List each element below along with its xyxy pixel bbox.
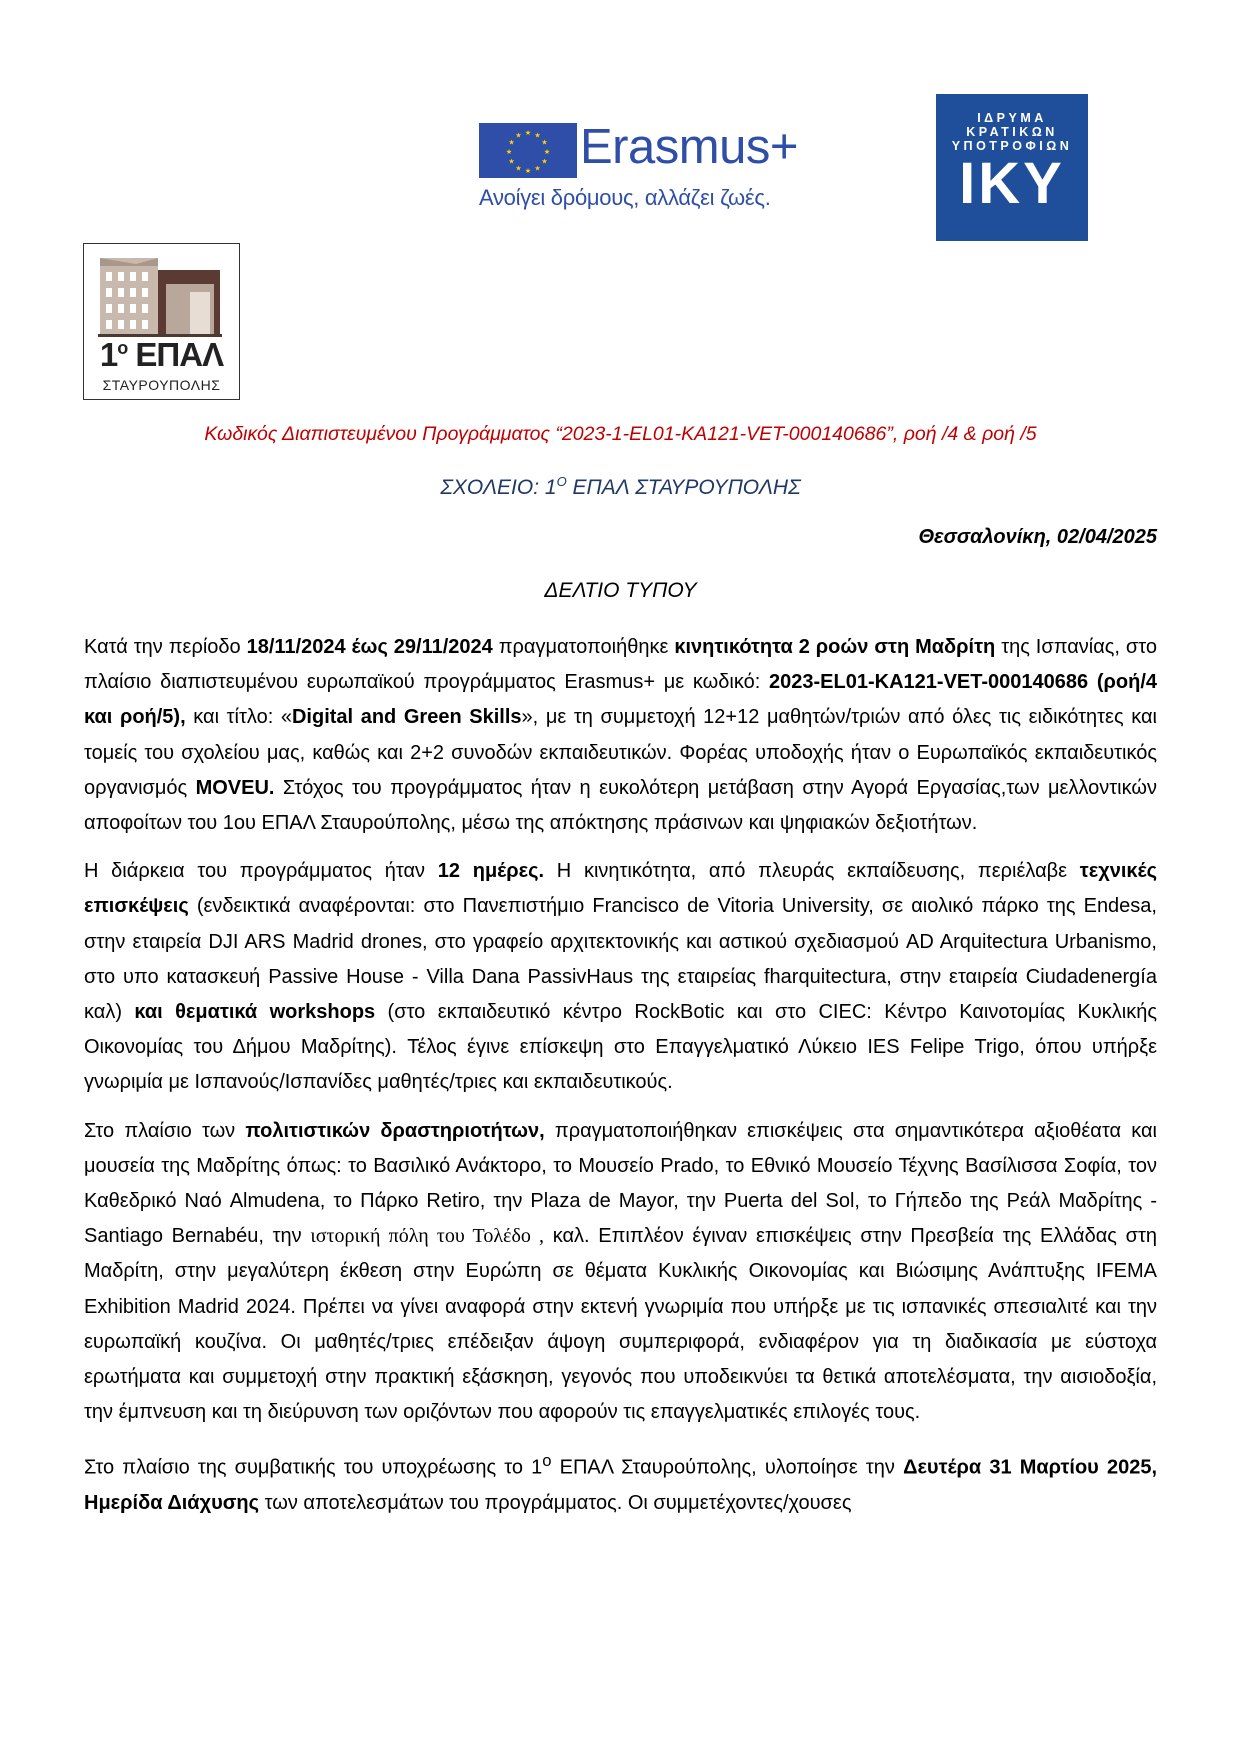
erasmus-slogan: Ανοίγει δρόμους, αλλάζει ζωές. (479, 185, 771, 210)
p2-text-2: Η κινητικότητα, από πλευράς εκπαίδευσης, περιέλαβε (544, 860, 1080, 883)
p4-text-2: ΕΠΑΛ Σταυρούπολης, υλοποίησε την (551, 1457, 904, 1480)
svg-text:★: ★ (543, 148, 551, 156)
paragraph-4 (84, 1443, 1157, 1521)
school-logo-number: 1 (99, 336, 118, 373)
school-heading (0, 474, 1241, 500)
svg-text:★: ★ (541, 157, 548, 166)
iky-short-name: ΙΚΥ (959, 151, 1065, 216)
p1-text-2: πραγματοποιήθηκε (492, 636, 675, 658)
svg-text:★: ★ (534, 131, 541, 140)
school-logo-subtitle: ΣΤΑΥΡΟΥΠΟΛΗΣ (102, 377, 221, 393)
p2-text-1: Η διάρκεια του προγράμματος ήταν (84, 860, 438, 883)
school-building-icon (96, 256, 224, 338)
p1-bold-host: MOVEU. (195, 776, 275, 799)
iky-line-2: ΚΡΑΤΙΚΩΝ (966, 125, 1058, 139)
p1-text-4: και τίτλο: « (185, 706, 292, 729)
p2-text-3: (ενδεικτικά αναφέρονται: στο Πανεπιστήμιο Francisco de Vitoria University, σε αιολικό πάρκο της Endesa, στην εταιρεία DJI ARS Madrid drones, στο γραφείο αρχιτεκτονικής και αστικού σχεδιασμού AD Arquitectura Urbanismo, στο υπο κατασκευή Passive House - Villa Dana PassivHaus της εταιρείας fharquitectura, στην εταιρεία Ciudadenergía καλ) (84, 895, 1157, 1024)
paragraph-3 (84, 1114, 1157, 1431)
p4-text-1: Στο πλαίσιο της συμβατικής του υποχρέωσης το 1 (84, 1457, 543, 1480)
iky-line-1: ΙΔΡΥΜΑ (977, 111, 1047, 125)
p1-text-6: Στόχος του προγράμματος ήταν η ευκολότερη μετάβαση στην Αγορά Εργασίας,των μελλοντικών αποφοίτων του 1ου ΕΠΑΛ Σταυρούπολης, μέσω της απόκτησης πράσινων και ψηφιακών δεξιοτήτων. (84, 776, 1157, 835)
svg-text:★: ★ (541, 138, 548, 147)
svg-text:★: ★ (524, 167, 532, 175)
p3-serif-toledo: ιστορική πόλη του Τολέδο , (310, 1225, 545, 1248)
p4-text-3: των αποτελεσμάτων του προγράμματος. Οι συμμετέχοντες/χουσες (259, 1492, 852, 1515)
school-logo-name (84, 336, 239, 374)
school-logo-word: ΕΠΑΛ (127, 336, 224, 373)
erasmus-logo (479, 120, 798, 218)
p4-bold-event: Δευτέρα 31 Μαρτίου 2025, Ημερίδα Διάχυσης (84, 1457, 1157, 1515)
erasmus-wordmark: Erasmus+ (580, 120, 798, 174)
p3-bold-culture: πολιτιστικών δραστηριοτήτων, (245, 1119, 545, 1142)
p1-bold-code: 2023-EL01-KA121-VET-000140686 (ροή/4 και ροή/5), (84, 671, 1157, 729)
school-heading-suffix: ΕΠΑΛ ΣΤΑΥΡΟΥΠΟΛΗΣ (566, 476, 801, 499)
school-logo (83, 243, 240, 400)
eu-flag-icon (479, 123, 577, 178)
svg-text:★: ★ (534, 164, 541, 173)
p1-bold-mobility: κινητικότητα 2 ροών στη Μαδρίτη (674, 636, 996, 658)
p2-bold-duration: 12 ημέρες. (437, 860, 545, 883)
paragraph-2 (84, 854, 1157, 1100)
svg-text:★: ★ (505, 148, 513, 156)
svg-text:★: ★ (515, 164, 522, 173)
iky-line-3: ΥΠΟΤΡΟΦΙΩΝ (951, 139, 1073, 153)
school-heading-prefix: ΣΧΟΛΕΙΟ: 1 (440, 476, 557, 499)
press-release-body (84, 630, 1157, 1535)
p3-text-2: πραγματοποιήθηκαν επισκέψεις στα σημαντικότερα αξιοθέατα και μουσεία της Μαδρίτης όπως: το Βασιλικό Ανάκτορο, το Μουσείο Prado, το Εθνικό Μουσείο Τέχνης Βασίλισσα Σοφία, τον Καθεδρικό Ναό Almudena, το Πάρκο Retiro, την Plaza de Mayor, την Puerta del Sol, το Γήπεδο της Ρεάλ Μαδρίτης - Santiago Bernabéu, την (84, 1119, 1158, 1248)
p3-text-1: Στο πλαίσιο των (84, 1119, 246, 1142)
school-heading-ordinal: Ο (556, 474, 567, 489)
p1-text-1: Κατά την περίοδο (84, 636, 247, 658)
p1-bold-title: Digital and Green Skills (291, 706, 522, 729)
svg-text:★: ★ (515, 131, 522, 140)
svg-text:★: ★ (508, 157, 515, 166)
paragraph-1 (84, 630, 1157, 841)
p1-bold-dates: 18/11/2024 έως 29/11/2024 (246, 636, 493, 658)
svg-text:★: ★ (524, 129, 532, 137)
document-title: ΔΕΛΤΙΟ ΤΥΠΟΥ (544, 579, 697, 602)
p2-bold-workshops: και θεματικά workshops (134, 1001, 376, 1024)
program-code-line: Κωδικός Διαπιστευμένου Προγράμματος “2023-1-EL01-KA121-VET-000140686”, ροή /4 & ροή /5 (204, 423, 1037, 445)
p2-bold-visits: τεχνικές επισκέψεις (84, 860, 1157, 918)
school-logo-ordinal: ο (117, 338, 128, 358)
p1-text-5: », με τη συμμετοχή 12+12 μαθητών/τριών από όλες τις ειδικότητες και τομείς του σχολείου μας, καθώς και 2+2 συνοδών εκπαιδευτικών. Φορέας υποδοχής ήταν ο Ευρωπαϊκός εκπαιδευτικός οργανισμός (84, 706, 1157, 799)
p2-text-4: (στο εκπαιδευτικό κέντρο RockBotic και στο CIEC: Κέντρο Καινοτομίας Κυκλικής Οικονομίας του Δήμου Μαδρίτης). Τέλος έγινε επίσκεψη στο Επαγγελματικό Λύκειο IES Felipe Trigo, όπου υπήρξε γνωριμία με Ισπανούς/Ισπανίδες μαθητές/τριες και εκπαιδευτικούς. (84, 1001, 1157, 1094)
p4-ordinal: ο (542, 1451, 552, 1471)
svg-text:★: ★ (508, 138, 515, 147)
date-line: Θεσσαλονίκη, 02/04/2025 (918, 526, 1157, 548)
iky-logo (936, 94, 1088, 241)
p1-text-3: της Ισπανίας, στο πλαίσιο διαπιστευμένου ευρωπαϊκού προγράμματος Erasmus+ με κωδικό: (84, 636, 1157, 694)
p3-text-3: καλ. Επιπλέον έγιναν επισκέψεις στην Πρεσβεία της Ελλάδας στη Μαδρίτη, στην μεγαλύτερη έκθεση στην Ευρώπη σε θέματα Κυκλικής Οικονομίας και Βιώσιμης Ανάπτυξης IFEMA Exhibition Madrid 2024. Πρέπει να γίνει αναφορά στην εκτενή γνωριμία που υπήρξε με τις ισπανικές σπεσιαλιτέ και την ευρωπαϊκή κουζίνα. Οι μαθητές/τριες επέδειξαν άψογη συμπεριφορά, ενδιαφέρον για τη διαδικασία με εύστοχα ερωτήματα και συμμετοχή στην πρακτική εξάσκηση, γεγονός που υποδεικνύει τα θετικά αποτελέσματα, την αισιοδοξία, την έμπνευση και τη διεύρυνση των οριζόντων που αφορούν τις επαγγελματικές επιλογές τους. (84, 1225, 1157, 1424)
